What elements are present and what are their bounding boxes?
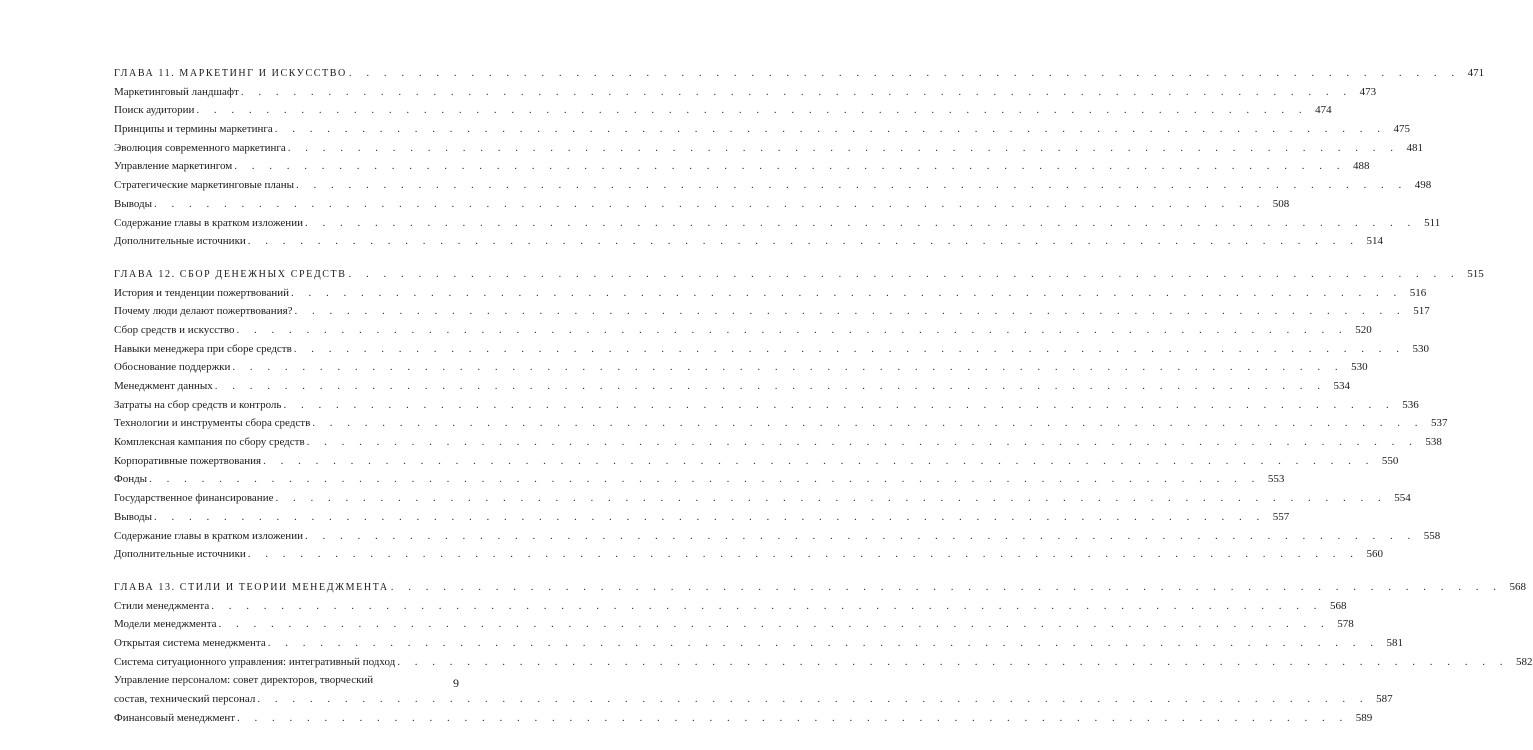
dot-leader: [273, 489, 1388, 508]
toc-entry[interactable]: [114, 302, 1430, 321]
page-number: 515: [1467, 267, 1484, 280]
dot-leader: [147, 470, 1262, 489]
toc-entry[interactable]: [114, 101, 1332, 120]
entry-title: Поиск аудитории: [114, 104, 195, 117]
dot-leader: [246, 232, 1361, 251]
entry-title: Затраты на сбор средств и контроль: [114, 398, 282, 411]
dot-leader: [232, 157, 1347, 176]
dot-leader: [230, 358, 1345, 377]
toc-entry[interactable]: [114, 176, 1432, 195]
page-number: 578: [1337, 618, 1354, 631]
toc-entry[interactable]: [114, 195, 1290, 214]
dot-leader: [239, 83, 1354, 102]
page-number: 581: [1386, 636, 1403, 649]
page-number: 511: [1424, 216, 1441, 229]
page-number: 516: [1409, 286, 1427, 299]
entry-title: Фонды: [114, 473, 148, 486]
toc-entry[interactable]: [114, 634, 1403, 653]
entry-title: Выводы: [114, 197, 153, 210]
page-folio: 9: [453, 676, 459, 690]
dot-leader: [305, 433, 1420, 452]
table-of-contents: [114, 64, 1533, 741]
dot-leader: [303, 527, 1418, 546]
page-number: 550: [1381, 454, 1399, 467]
toc-entry[interactable]: [114, 284, 1427, 303]
dot-leader: [303, 214, 1418, 233]
dot-leader: [389, 578, 1504, 597]
dot-leader: [217, 615, 1332, 634]
toc-entry[interactable]: [114, 508, 1290, 527]
toc-entry[interactable]: [114, 139, 1424, 158]
toc-entry[interactable]: [114, 358, 1368, 377]
entry-title: Почему люди делают пожертвования?: [114, 305, 293, 318]
page-number: 475: [1393, 123, 1410, 136]
dot-leader: [286, 139, 1401, 158]
toc-section-chapter-13: [114, 578, 1533, 728]
page-number: 514: [1366, 235, 1384, 248]
entry-title: Стили менеджмента: [114, 599, 210, 612]
page-number: 508: [1272, 197, 1290, 210]
chapter-heading[interactable]: [114, 64, 1485, 83]
dot-leader: [310, 414, 1425, 433]
page-number: 534: [1333, 380, 1351, 392]
chapter-title: ГЛАВА 11. МАРКЕТИНГ И ИСКУССТВО: [114, 68, 347, 79]
toc-entry[interactable]: [114, 527, 1441, 546]
dot-leader: [213, 377, 1328, 396]
entry-title: Модели менеджмента: [114, 618, 217, 631]
page-number: 554: [1394, 492, 1411, 505]
page-number: 538: [1425, 436, 1442, 449]
page-number: 587: [1376, 693, 1393, 706]
toc-entry[interactable]: [114, 709, 1373, 728]
entry-title: Система ситуационного управления: интегративный подход: [114, 655, 396, 668]
entry-title: Комплексная кампания по сбору средств: [114, 436, 305, 449]
toc-entry[interactable]: [114, 214, 1441, 233]
entry-title: Принципы и термины маркетинга: [114, 123, 273, 136]
entry-title-line2: состав, технический персонал: [114, 693, 256, 706]
dot-leader: [273, 120, 1388, 139]
dot-leader: [347, 64, 1462, 83]
dot-leader: [234, 321, 1349, 340]
toc-entry[interactable]: [114, 671, 1393, 708]
page-number: 530: [1412, 342, 1430, 355]
toc-entry[interactable]: [114, 433, 1442, 452]
toc-entry[interactable]: [114, 470, 1285, 489]
entry-title: Стратегические маркетинговые планы: [114, 179, 295, 192]
entry-title: Обоснование поддержки: [114, 361, 231, 374]
dot-leader: [395, 653, 1510, 672]
page-number: 560: [1366, 548, 1384, 561]
chapter-heading[interactable]: [114, 578, 1526, 597]
toc-entry[interactable]: [114, 414, 1448, 433]
toc-entry[interactable]: [114, 615, 1354, 634]
page-number: 481: [1406, 141, 1424, 154]
page-number: 589: [1355, 711, 1373, 724]
entry-title-line1: Управление персоналом: совет директоров, творческий: [114, 674, 374, 687]
entry-title: Дополнительные источники: [114, 548, 246, 561]
entry-title: Дополнительные источники: [114, 235, 246, 248]
page-number: 473: [1359, 85, 1377, 98]
toc-entry[interactable]: [114, 232, 1384, 251]
entry-title: Государственное финансирование: [114, 492, 274, 505]
toc-entry[interactable]: [114, 377, 1351, 396]
toc-entry[interactable]: [114, 340, 1430, 359]
page-number: 488: [1352, 160, 1370, 173]
entry-title: История и тенденции пожертвований: [114, 286, 289, 299]
entry-title-line2-row: [114, 690, 1393, 709]
entry-title: Эволюция современного маркетинга: [114, 141, 286, 154]
dot-leader: [255, 690, 1370, 709]
entry-title: Открытая система менеджмента: [114, 636, 266, 649]
dot-leader: [194, 101, 1309, 120]
toc-entry[interactable]: [114, 396, 1419, 415]
dot-leader: [289, 284, 1404, 303]
page-number: 582: [1516, 655, 1533, 668]
toc-entry[interactable]: [114, 83, 1377, 102]
chapter-title: ГЛАВА 13. СТИЛИ И ТЕОРИИ МЕНЕДЖМЕНТА: [114, 581, 389, 593]
toc-entry[interactable]: [114, 489, 1411, 508]
chapter-heading[interactable]: [114, 265, 1484, 284]
page-number: 474: [1315, 104, 1332, 117]
toc-entry[interactable]: [114, 653, 1533, 672]
dot-leader: [281, 396, 1396, 415]
entry-title: Финансовый менеджмент: [114, 711, 236, 724]
page-number: 568: [1509, 580, 1526, 593]
entry-title: Выводы: [114, 510, 153, 523]
page-number: 557: [1272, 510, 1290, 523]
page-number: 537: [1431, 417, 1448, 430]
toc-entry[interactable]: [114, 597, 1347, 616]
page-number: 553: [1267, 473, 1285, 486]
toc-section-chapter-11: [114, 64, 1485, 251]
page-number: 520: [1355, 323, 1372, 336]
entry-title: Навыки менеджера при сборе средств: [114, 342, 292, 355]
entry-title: Содержание главы в кратком изложении: [114, 529, 303, 542]
entry-title: Корпоративные пожертвования: [114, 454, 262, 467]
entry-title: Управление маркетингом: [114, 160, 233, 173]
dot-leader: [152, 508, 1267, 527]
toc-entry[interactable]: [114, 452, 1399, 471]
chapter-title: ГЛАВА 12. СБОР ДЕНЕЖНЫХ СРЕДСТВ: [114, 268, 347, 280]
entry-title: Технологии и инструменты сбора средств: [114, 417, 311, 430]
dot-leader: [261, 452, 1376, 471]
dot-leader: [246, 545, 1361, 564]
entry-title: Маркетинговый ландшафт: [114, 85, 239, 98]
page-number: 517: [1413, 305, 1430, 318]
page-number: 471: [1467, 67, 1485, 79]
toc-entry[interactable]: [114, 157, 1370, 176]
toc-entry[interactable]: [114, 321, 1372, 340]
page-number: 568: [1329, 599, 1347, 612]
dot-leader: [294, 176, 1409, 195]
dot-leader: [292, 340, 1407, 359]
toc-section-chapter-12: [114, 265, 1484, 564]
dot-leader: [266, 634, 1381, 653]
entry-title: Сбор средств и искусство: [114, 323, 235, 336]
entry-title: Содержание главы в кратком изложении: [114, 216, 303, 229]
dot-leader: [347, 265, 1462, 284]
toc-entry[interactable]: [114, 120, 1410, 139]
toc-entry[interactable]: [114, 545, 1384, 564]
entry-title: Менеджмент данных: [114, 380, 213, 392]
dot-leader: [209, 597, 1324, 616]
dot-leader: [152, 195, 1267, 214]
dot-leader: [235, 709, 1350, 728]
page-number: 558: [1423, 529, 1441, 542]
page-number: 530: [1351, 361, 1368, 374]
dot-leader: [293, 302, 1408, 321]
page-number: 498: [1414, 179, 1432, 192]
page-number: 536: [1402, 398, 1419, 411]
